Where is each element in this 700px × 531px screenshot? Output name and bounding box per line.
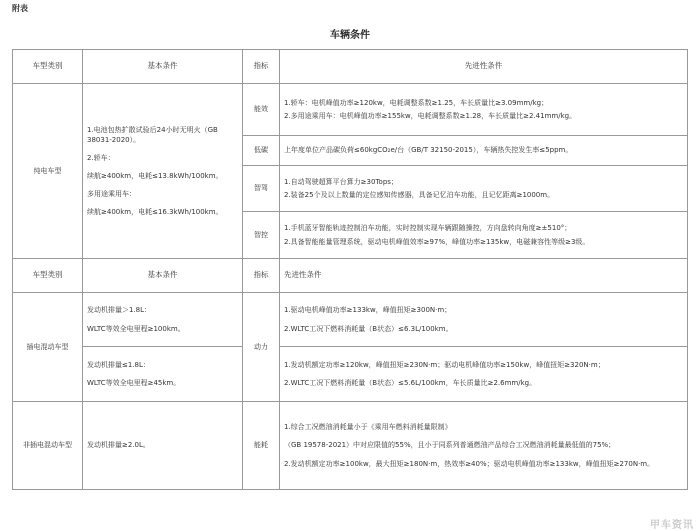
vehicle-type-bev: 纯电车型: [13, 84, 83, 259]
header-indicator: 指标: [243, 50, 280, 84]
appendix-label: 附表: [12, 4, 28, 13]
header-vehicle-type: 车型类别: [13, 259, 83, 293]
advanced-line: 1.驱动电机峰值功率≥133kw，峰值扭矩≥300N·m；: [284, 306, 452, 315]
header-advanced-conditions: 先进性条件: [280, 259, 688, 293]
header-basic-conditions: 基本条件: [83, 259, 243, 293]
advanced-line: 2.具备智能能量管理系统，驱动电机峰值效率≥97%，峰值功率≥135kw，电磁兼容性等级≥3级。: [284, 237, 590, 246]
advanced-line: 2.WLTC工况下燃料消耗量（B状态）≤5.6L/100km，车长质量比≥2.6mm/kg。: [284, 379, 537, 387]
advanced-low-carbon: [280, 136, 688, 166]
advanced-line: 2.装备25个及以上数量的定位感知传感器，具备记忆泊车功能，且记忆距离≥1000m。: [284, 191, 555, 199]
header-basic-conditions: 基本条件: [83, 50, 243, 84]
advanced-line: 2.发动机额定功率≥100kw，最大扭矩≥180N·m，热效率≥40%；驱动电机峰值功率≥133kw，峰值扭矩≥270N·m。: [284, 459, 655, 468]
vehicle-type-hev: 非插电混动车型: [13, 402, 83, 490]
basic-conditions-hev: 发动机排量≥2.0L。: [83, 402, 243, 490]
table2-header-row: [13, 259, 688, 293]
basic-line: 1.电池包热扩散试验后24小时无明火（GB 38031-2020）。: [87, 125, 218, 144]
basic-line: WLTC等效全电里程≥45km。: [87, 379, 181, 387]
advanced-line: 1.自动驾驶超算平台算力≥30Tops；: [284, 177, 398, 186]
advanced-phev-2: [280, 347, 688, 402]
page-title: 车辆条件: [330, 30, 370, 41]
basic-line: 发动机排量≤1.8L：: [87, 360, 150, 369]
indicator-energy-efficiency: 能效: [243, 84, 280, 136]
advanced-energy-efficiency: [280, 84, 688, 136]
table-row: [13, 347, 688, 402]
advanced-line: （GB 19578-2021）中对应限值的55%，且小于同系列普通燃油产品综合工况燃油消耗量最低值的75%；: [284, 441, 616, 450]
header-indicator: 指标: [243, 259, 280, 293]
basic-conditions-phev-1: [83, 293, 243, 347]
basic-line: WLTC等效全电里程≥100km。: [87, 324, 185, 333]
table-row: [13, 293, 688, 347]
advanced-line: 1.轿车：电机峰值功率≥120kw，电耗调整系数≥1.25，车长质量比≥3.09mm/kg；: [284, 98, 549, 107]
advanced-line: 2.多用途乘用车：电机峰值功率≥155kw，电耗调整系数≥1.28，车长质量比≥2.41mm/kg。: [284, 112, 577, 120]
watermark-logo: 甲车资讯: [650, 520, 694, 531]
basic-line: 续航≥400km，电耗≤16.3kWh/100km。: [87, 208, 223, 217]
indicator-energy-consumption: 能耗: [243, 402, 280, 490]
basic-conditions-phev-2: [83, 347, 243, 402]
advanced-line: 1.综合工况燃油消耗量小于《乘用车燃料消耗量限制》: [284, 423, 452, 432]
advanced-line: 2.WLTC工况下燃料消耗量（B状态）≤6.3L/100km。: [284, 324, 453, 333]
header-advanced-conditions: 先进性条件: [280, 50, 688, 84]
vehicle-conditions-table: [12, 49, 688, 490]
header-vehicle-type: 车型类别: [13, 50, 83, 84]
table1-header-row: [13, 50, 688, 84]
advanced-smart-control: [280, 212, 688, 259]
indicator-low-carbon: 低碳: [243, 136, 280, 166]
basic-line: 多用途乘用车：: [87, 190, 136, 199]
advanced-smart-driving: [280, 166, 688, 212]
table-row: [13, 84, 688, 136]
indicator-power: 动力: [243, 293, 280, 402]
table-row: [13, 402, 688, 490]
indicator-smart-driving: 智驾: [243, 166, 280, 212]
indicator-smart-control: 智控: [243, 212, 280, 259]
basic-line: 2.轿车：: [87, 153, 115, 162]
basic-line: 续航≥400km，电耗≤13.8kWh/100km。: [87, 172, 223, 180]
advanced-line: 1.发动机额定功率≥120kw，峰值扭矩≥230N·m；驱动电机峰值功率≥150kw，峰值扭矩≥320N·m；: [284, 360, 605, 369]
advanced-hev: [280, 402, 688, 490]
advanced-phev-1: [280, 293, 688, 347]
vehicle-type-phev: 插电混动车型: [13, 293, 83, 402]
advanced-line: 上年度单位产品碳负荷≤60kgCO₂e/台（GB/T 32150-2015），车辆热失控发生率≤5ppm。: [284, 146, 573, 155]
basic-conditions-bev: [83, 84, 243, 259]
basic-line: 发动机排量＞1.8L：: [87, 306, 152, 315]
advanced-line: 1.手机蓝牙智能轨迹控制泊车功能，实时控制实现车辆跟随操控，方向盘转向角度≥±510°；: [284, 224, 572, 233]
